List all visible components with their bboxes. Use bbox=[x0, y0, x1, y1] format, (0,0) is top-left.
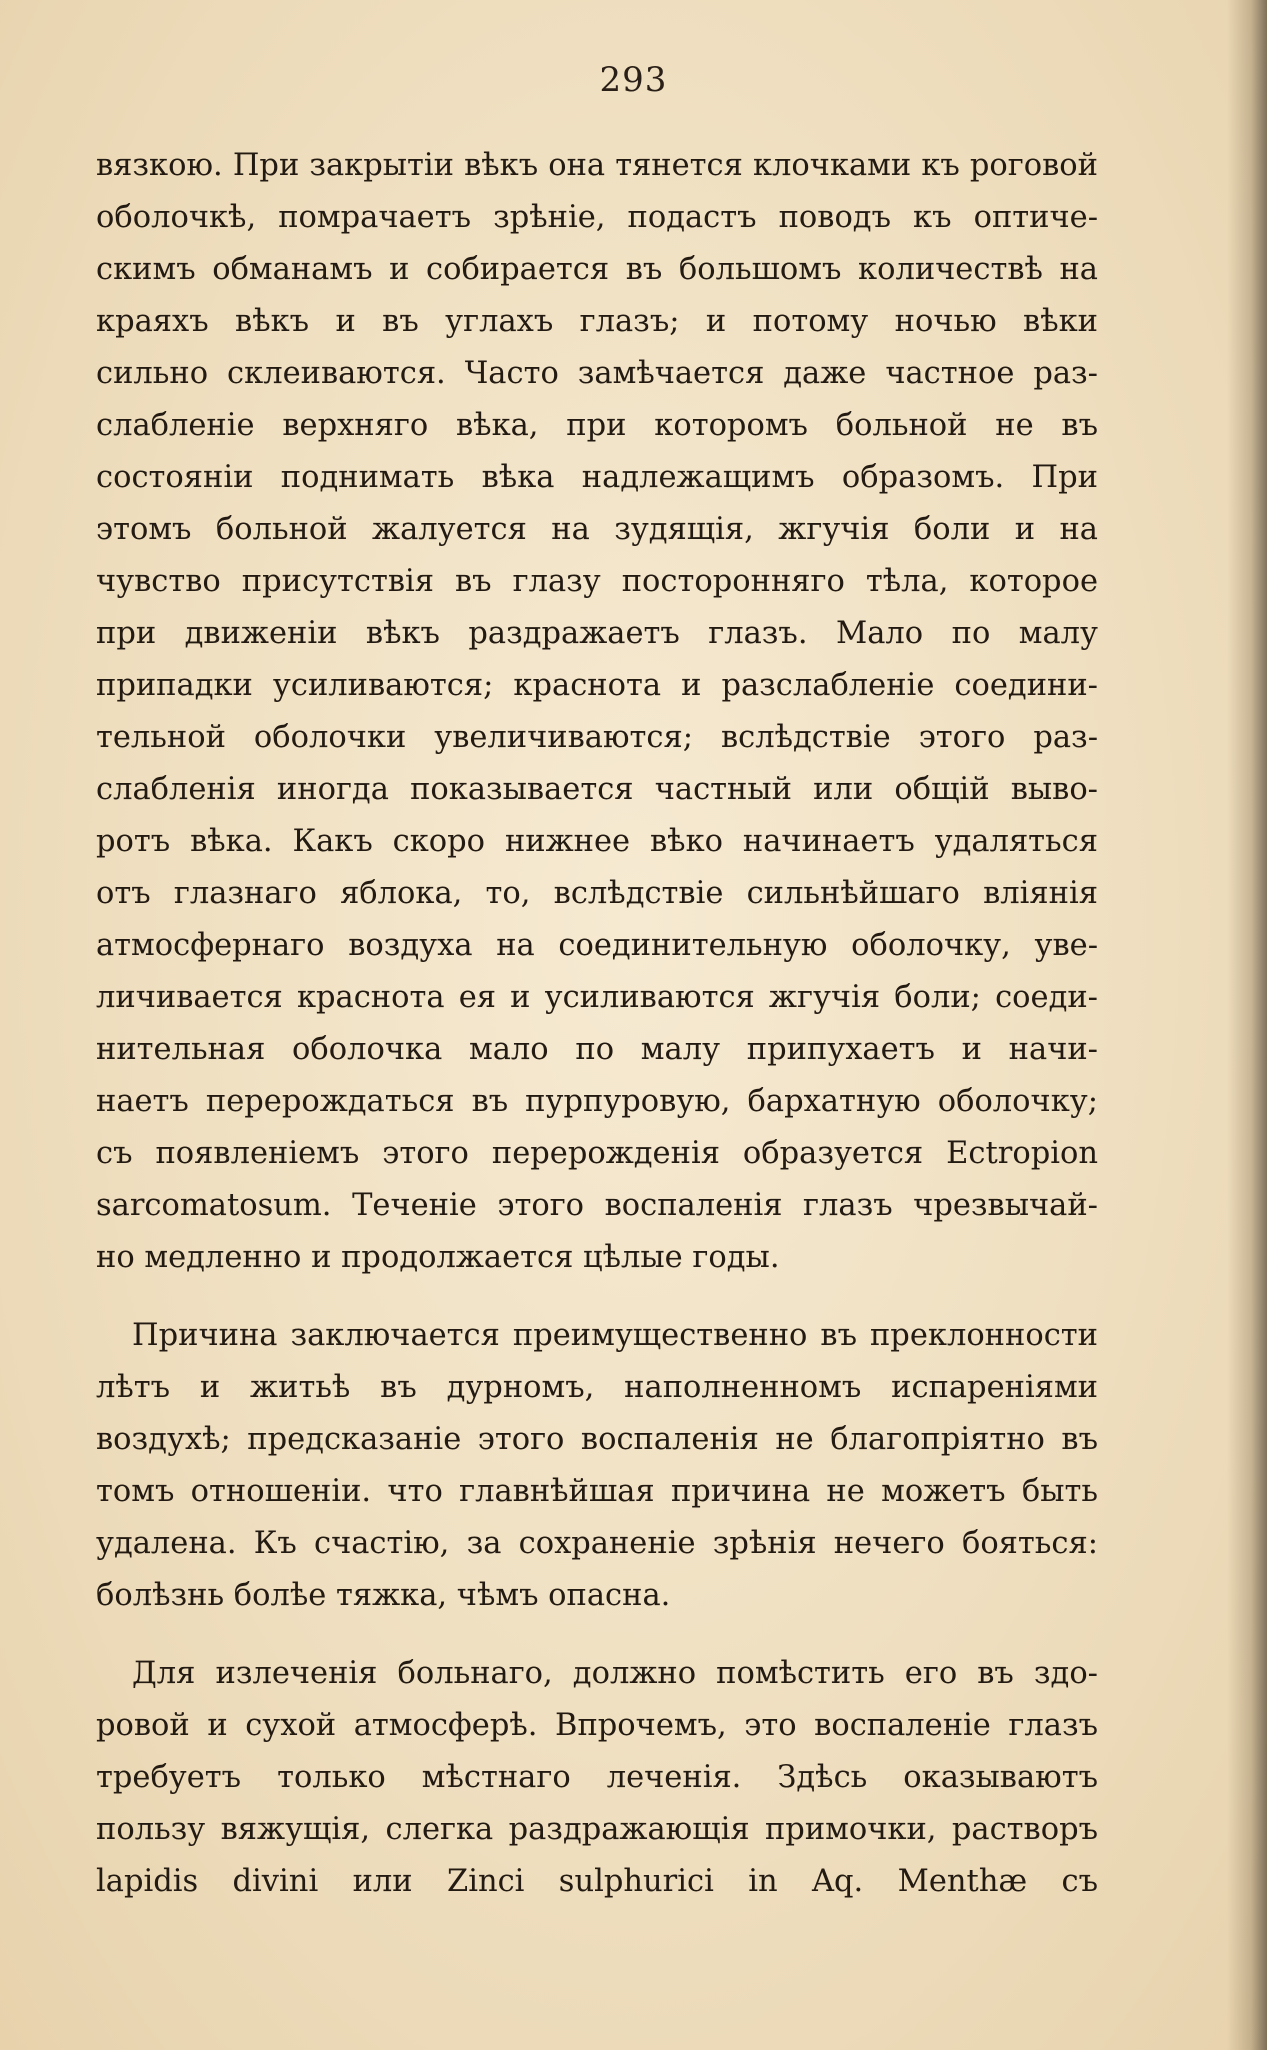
text-line: этомъ больной жалуется на зудящія, жгучія боли и на bbox=[96, 512, 1098, 547]
text-line: чувство присутствія въ глазу посторонняго тѣла, которое bbox=[96, 564, 1098, 599]
text-line: припадки усиливаются; краснота и разслабленіе соедини- bbox=[96, 668, 1098, 703]
text-line: но медленно и продолжается цѣлые годы. bbox=[96, 1240, 780, 1275]
text-line: воздухѣ; предсказаніе этого воспаленія не благопріятно въ bbox=[96, 1422, 1098, 1457]
text-line: вязкою. При закрытіи вѣкъ она тянется клочками къ роговой bbox=[96, 148, 1098, 183]
text-line: отъ глазнаго яблока, то, вслѣдствіе сильнѣйшаго вліянія bbox=[96, 876, 1098, 911]
text-line: ротъ вѣка. Какъ скоро нижнее вѣко начинаетъ удаляться bbox=[96, 824, 1098, 859]
text-line: ровой и сухой атмосферѣ. Впрочемъ, это воспаленіе глазъ bbox=[96, 1708, 1098, 1743]
body-text bbox=[96, 140, 1098, 1908]
text-line: наетъ перерождаться въ пурпуровую, бархатную оболочку; bbox=[96, 1084, 1098, 1119]
text-line: Причина заключается преимущественно въ преклонности bbox=[132, 1318, 1098, 1353]
text-line: сильно склеиваются. Часто замѣчается даже частное раз- bbox=[96, 356, 1098, 391]
binding-shadow bbox=[1227, 0, 1267, 2050]
text-line: скимъ обманамъ и собирается въ большомъ количествѣ на bbox=[96, 252, 1098, 287]
text-line: sarcomatosum. Теченіе этого воспаленія глазъ чрезвычай- bbox=[96, 1188, 1098, 1223]
text-line: краяхъ вѣкъ и въ углахъ глазъ; и потому ночью вѣки bbox=[96, 304, 1098, 339]
text-line: состояніи поднимать вѣка надлежащимъ образомъ. При bbox=[96, 460, 1098, 495]
text-line: личивается краснота ея и усиливаются жгучія боли; соеди- bbox=[96, 980, 1098, 1015]
text-line: тельной оболочки увеличиваются; вслѣдствіе этого раз- bbox=[96, 720, 1098, 755]
text-line: атмосфернаго воздуха на соединительную оболочку, уве- bbox=[96, 928, 1098, 963]
text-line: пользу вяжущія, слегка раздражающія примочки, растворъ bbox=[96, 1812, 1098, 1847]
text-line: при движеніи вѣкъ раздражаетъ глазъ. Мало по малу bbox=[96, 616, 1098, 651]
text-line: lapidis divini или Zinci sulphurici in Aq. Menthæ съ bbox=[96, 1864, 1098, 1899]
text-line: требуетъ только мѣстнаго леченія. Здѣсь оказываютъ bbox=[96, 1760, 1098, 1795]
text-line: оболочкѣ, помрачаетъ зрѣніе, подастъ поводъ къ оптиче- bbox=[96, 200, 1098, 235]
text-line: лѣтъ и житьѣ въ дурномъ, наполненномъ испареніями bbox=[96, 1370, 1098, 1405]
text-line: нительная оболочка мало по малу припухаетъ и начи- bbox=[96, 1032, 1098, 1067]
text-line: Для излеченія больнаго, должно помѣстить его въ здо- bbox=[132, 1656, 1098, 1691]
text-line: удалена. Къ счастію, за сохраненіе зрѣнія нечего бояться: bbox=[96, 1526, 1098, 1561]
paragraph-gap bbox=[96, 1622, 1098, 1648]
text-line: болѣзнь болѣе тяжка, чѣмъ опасна. bbox=[96, 1578, 671, 1613]
text-line: съ появленіемъ этого перерожденія образуется Ectropion bbox=[96, 1136, 1098, 1171]
text-line: слабленія иногда показывается частный или общій выво- bbox=[96, 772, 1098, 807]
text-line: томъ отношеніи. что главнѣйшая причина не можетъ быть bbox=[96, 1474, 1098, 1509]
paragraph-gap bbox=[96, 1284, 1098, 1310]
page-number: 293 bbox=[599, 60, 668, 100]
text-line: слабленіе верхняго вѣка, при которомъ больной не въ bbox=[96, 408, 1098, 443]
